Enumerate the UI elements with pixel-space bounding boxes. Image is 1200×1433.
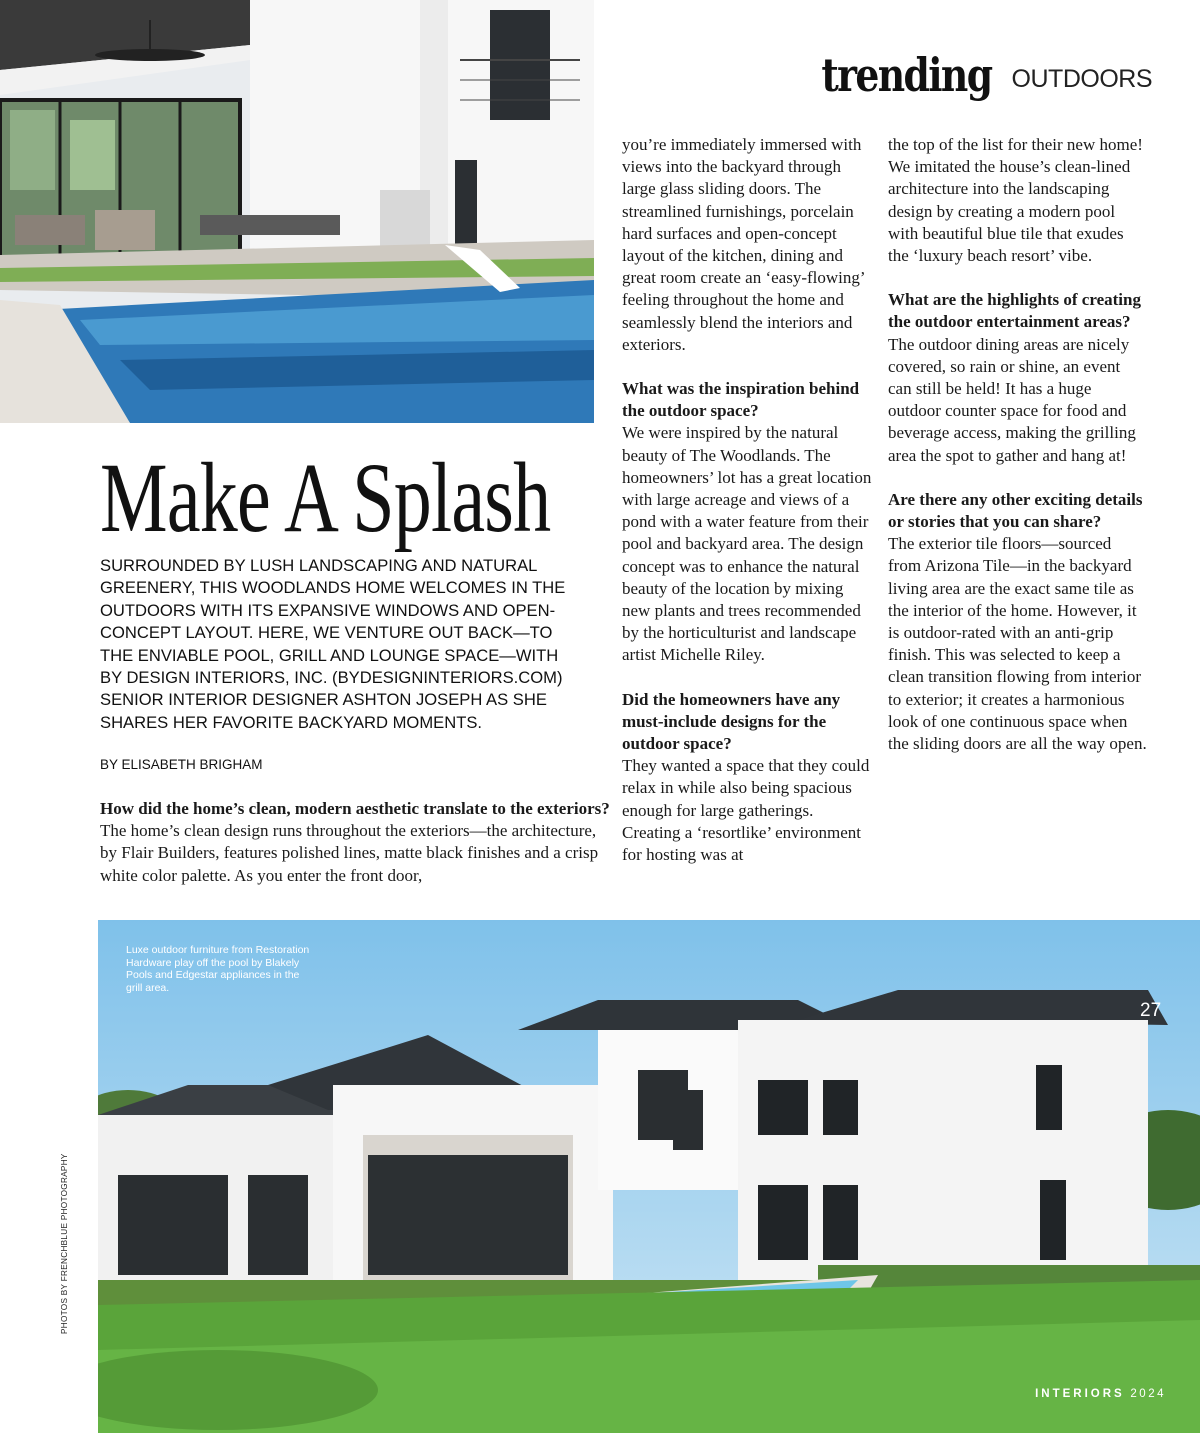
- issue-year: 2024: [1130, 1388, 1166, 1400]
- question-1: How did the home’s clean, modern aesthetic translate to the exteriors?: [100, 799, 610, 818]
- question-5: Are there any other exciting details or stories that you can share?: [888, 489, 1143, 532]
- article-byline: BY ELISABETH BRIGHAM: [100, 757, 263, 772]
- answer-5: The exterior tile floors—sourced from Arizona Tile—in the backyard living area are the exact same tile as the interior of the home. However, it is outdoor-rated with an anti-grip finish. This was selected to keep a clean transition flowing from interior to exterior; it creates a harmonious look of one continuous space when the sliding doors are all the way open.: [888, 534, 1147, 754]
- answer-1-part-2: you’re immediately immersed with views into the backyard through large glass sliding doors. The streamlined furnishings, porcelain hard surfaces and open-concept layout of the kitchen, dining and great room create an ‘easy-flowing’ feeling throughout the home and seamlessly blend the interiors and exteriors.: [622, 135, 865, 354]
- bottom-photo-house-exterior: [98, 920, 1200, 1433]
- question-4: What are the highlights of creating the outdoor entertainment areas?: [888, 290, 1141, 332]
- page-number: 27: [1140, 1000, 1162, 1021]
- answer-3-part-2: the top of the list for their new home! We imitated the house’s clean-lined architecture into the landscaping design by creating a modern pool with beautiful blue tile that exudes the ‘luxury beach resort’ vibe.: [888, 135, 1143, 266]
- question-2: What was the inspiration behind the outdoor space?: [622, 379, 860, 421]
- answer-4: The outdoor dining areas are nicely covered, so rain or shine, an event can still be held! It has a huge outdoor counter space for food and beverage access, making the grilling area the spot to gather and hang at!: [888, 334, 1136, 465]
- subsection-label: OUTDOORS: [1011, 65, 1152, 93]
- question-3: Did the homeowners have any must-include designs for the outdoor space?: [622, 689, 841, 754]
- section-label: trending: [821, 48, 992, 102]
- article-deck: SURROUNDED BY LUSH LANDSCAPING AND NATURAL GREENERY, THIS WOODLANDS HOME WELCOMES IN THE OUTDOORS WITH ITS EXPANSIVE WINDOWS AND OPEN-CONCEPT LAYOUT. HERE, WE VENTURE OUT BACK—TO THE ENVIABLE POOL, GRILL AND LOUNGE SPACE—WITH BY DESIGN INTERIORS, INC. (BYDESIGNINTERIORS.COM) SENIOR INTERIOR DESIGNER ASHTON JOSEPH AS SHE SHARES HER FAVORITE BACKYARD MOMENTS.: [100, 556, 566, 732]
- article-column-2: [622, 134, 872, 866]
- article-column-1: [100, 798, 610, 887]
- magazine-folio: [1035, 1388, 1166, 1400]
- article-column-3: [888, 134, 1148, 755]
- answer-3-part-1: They wanted a space that they could relax in while also being spacious enough for large gatherings. Creating a ‘resortlike’ environment for hosting was at: [622, 756, 870, 865]
- section-header: [784, 48, 1152, 102]
- magazine-name: INTERIORS: [1035, 1388, 1125, 1400]
- answer-2: We were inspired by the natural beauty of The Woodlands. The homeowners’ lot has a great location with large acreage and views of a pond with a water feature from their pool and backyard area. The design concept was to enhance the natural beauty of the location by mixing new plants and trees recommended by the horticulturist and landscape artist Michelle Riley.: [622, 423, 872, 665]
- article-title: Make A Splash: [100, 442, 551, 553]
- top-photo-pool-patio: [0, 0, 594, 423]
- answer-1-part-1: The home’s clean design runs throughout the exteriors—the architecture, by Flair Builders, features polished lines, matte black finishes and a crisp white color palette. As you enter the front door,: [100, 821, 599, 885]
- photo-credit: PHOTOS BY FRENCHBLUE PHOTOGRAPHY: [60, 1153, 69, 1334]
- photo-caption: Luxe outdoor furniture from Restoration Hardware play off the pool by Blakely Pools and Edgestar appliances in the grill area.: [126, 944, 310, 994]
